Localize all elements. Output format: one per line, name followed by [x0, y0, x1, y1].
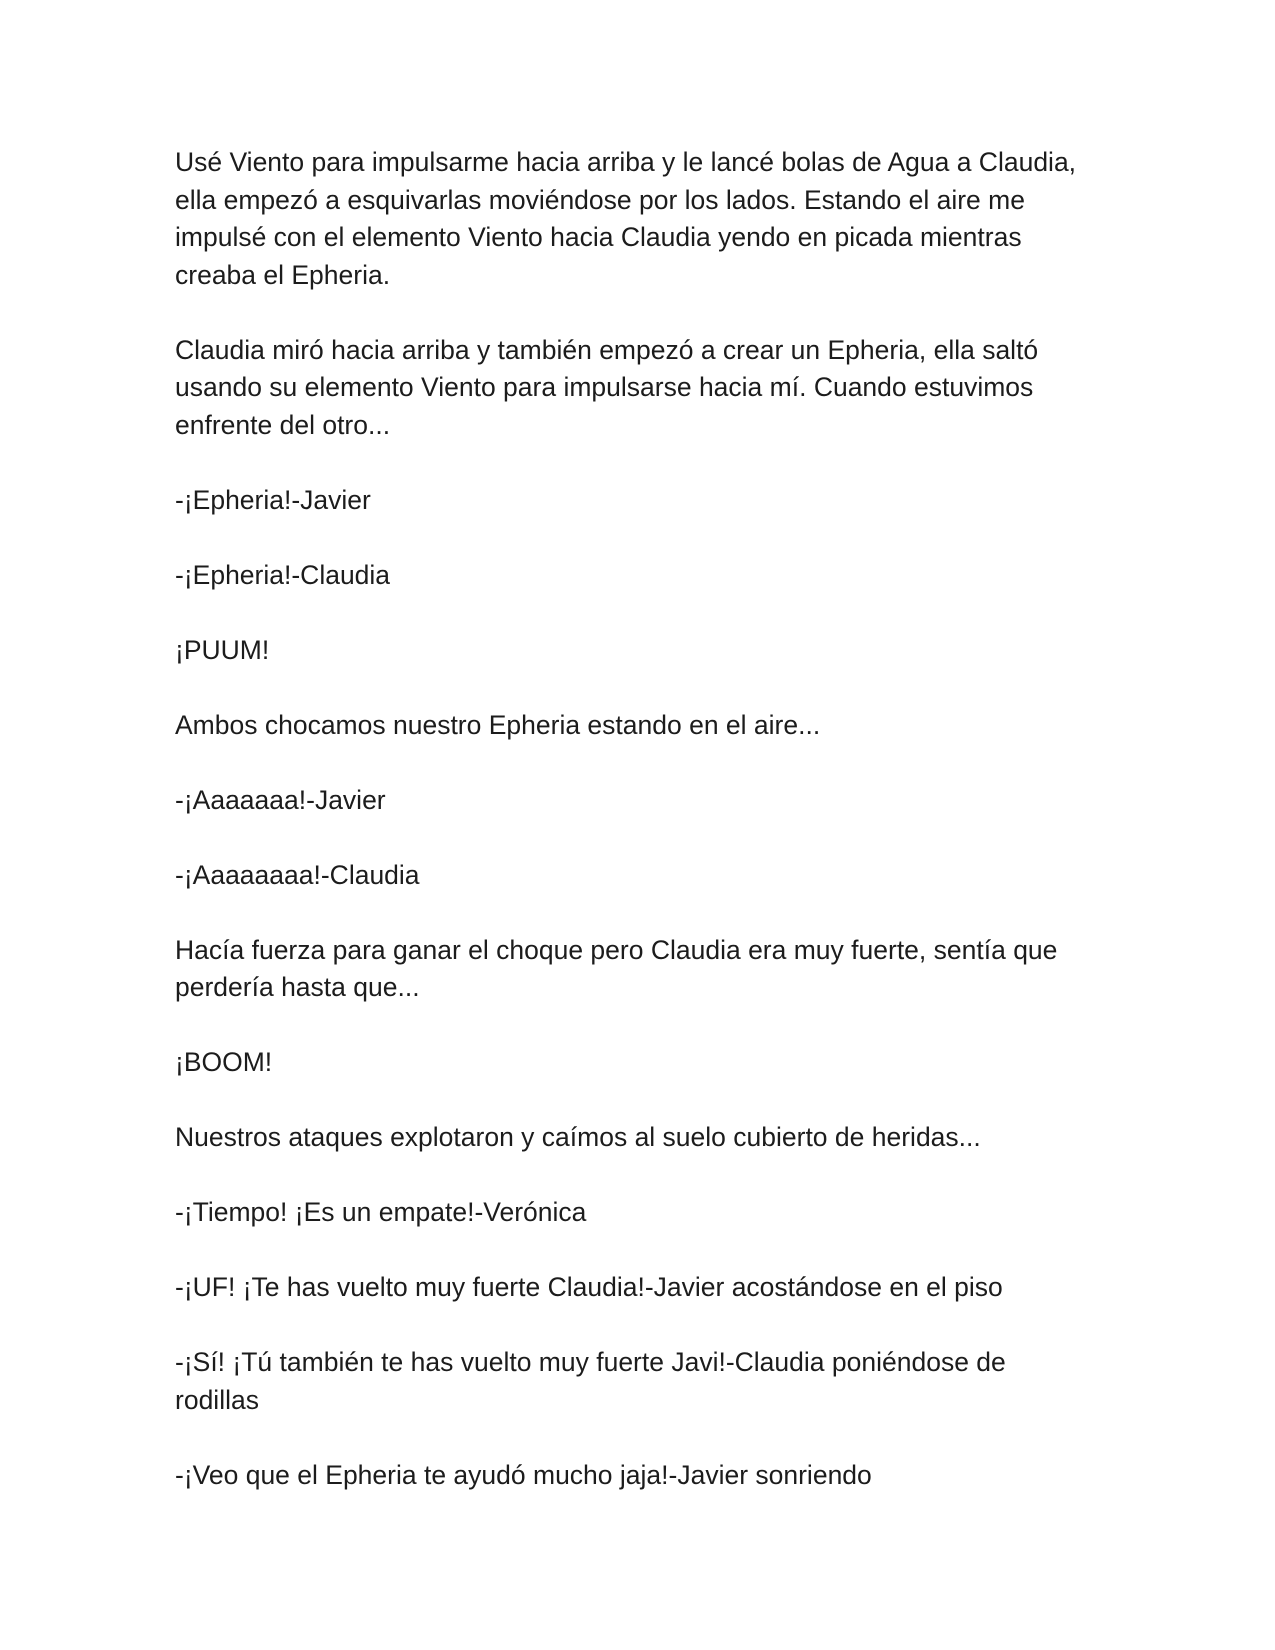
dialogue-line: -¡Sí! ¡Tú también te has vuelto muy fuerte Javi!-Claudia poniéndose de rodillas [175, 1347, 1006, 1415]
dialogue-line: -¡Veo que el Epheria te ayudó mucho jaja!-Javier sonriendo [175, 1459, 872, 1490]
dialogue-line: -¡Epheria!-Javier [175, 484, 371, 515]
paragraph: Claudia miró hacia arriba y también empezó a crear un Epheria, ella saltó usando su elemento Viento para impulsarse hacia mí. Cuando estuvimos enfrente del otro... [175, 334, 1039, 440]
paragraph: Ambos chocamos nuestro Epheria estando en el aire... [175, 709, 821, 740]
dialogue-line: -¡Aaaaaaaa!-Claudia [175, 859, 420, 890]
sound-effect: ¡PUUM! [175, 634, 270, 665]
paragraph: Usé Viento para impulsarme hacia arriba y le lancé bolas de Agua a Claudia, ella empezó a esquivarlas moviéndose por los lados. Estando el aire me impulsé con el elemento Viento hacia Claudia yendo en picada mientras creaba el Epheria. [175, 147, 1077, 290]
paragraph: Nuestros ataques explotaron y caímos al suelo cubierto de heridas... [175, 1122, 981, 1152]
dialogue-line: -¡Aaaaaaa!-Javier [175, 784, 386, 815]
sound-effect: ¡BOOM! [175, 1047, 273, 1077]
paragraph: Hacía fuerza para ganar el choque pero Claudia era muy fuerte, sentía que perdería hasta que... [175, 934, 1058, 1002]
document-body [175, 144, 1095, 1494]
dialogue-line: -¡Epheria!-Claudia [175, 559, 391, 590]
dialogue-line: -¡Tiempo! ¡Es un empate!-Verónica [175, 1197, 587, 1227]
dialogue-line: -¡UF! ¡Te has vuelto muy fuerte Claudia!-Javier acostándose en el piso [175, 1272, 1003, 1302]
